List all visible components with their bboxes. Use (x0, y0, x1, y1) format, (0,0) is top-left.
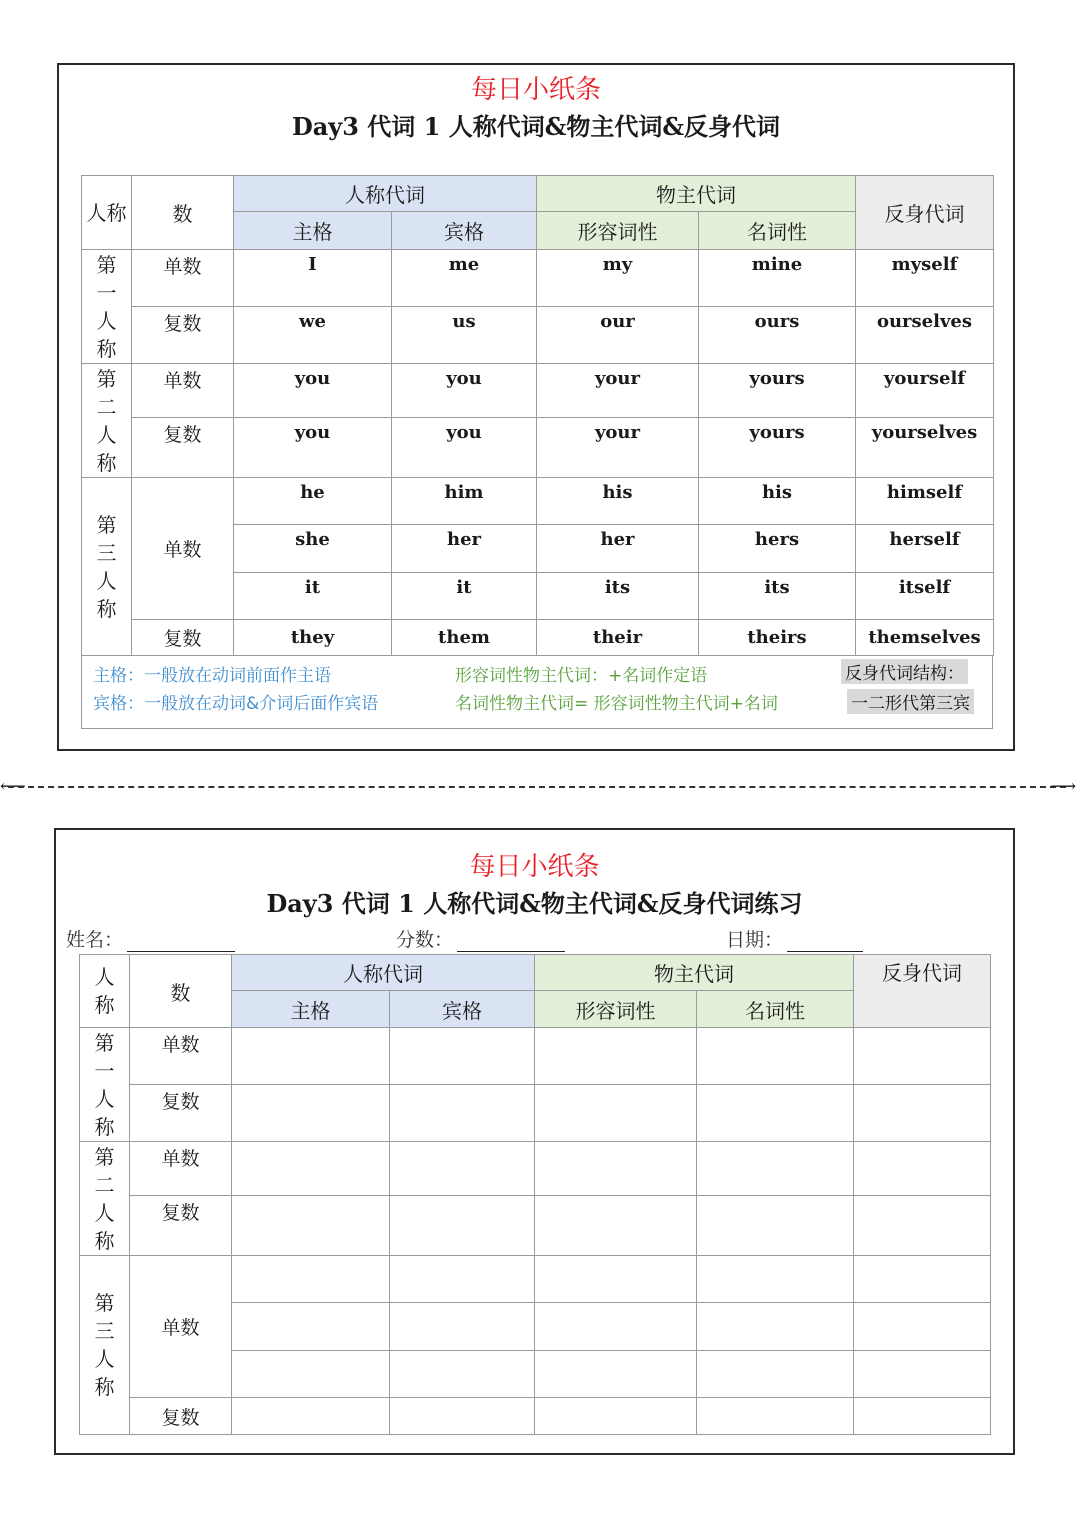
label-singular: 单数 (132, 250, 234, 307)
card-title-red: 每日小纸条 (470, 75, 601, 105)
blank-cell[interactable] (390, 1142, 535, 1196)
label-plural: 复数 (130, 1398, 232, 1435)
blank-cell[interactable] (232, 1256, 390, 1303)
blank-cell[interactable] (535, 1303, 697, 1351)
blank-cell[interactable] (232, 1142, 390, 1196)
group-third-person: 第三人称 (82, 478, 132, 656)
blank-cell[interactable] (232, 1303, 390, 1351)
blank-cell[interactable] (232, 1085, 390, 1142)
blank-cell[interactable] (390, 1303, 535, 1351)
header-possessive-pronoun: 物主代词 (535, 955, 854, 991)
label-singular: 单数 (132, 364, 234, 418)
blank-cell[interactable] (232, 1351, 390, 1398)
header-noun: 名词性 (697, 991, 854, 1028)
date-input-line[interactable] (787, 933, 863, 952)
blank-cell[interactable] (854, 1398, 991, 1435)
blank-cell[interactable] (390, 1256, 535, 1303)
name-label: 姓名： (66, 929, 124, 951)
cell-adjective: her (537, 525, 699, 573)
header-object: 宾格 (392, 212, 537, 250)
note-reflexive-title: 反身代词结构： (841, 659, 968, 684)
date-field[interactable] (726, 925, 863, 952)
cell-subject: we (234, 307, 392, 364)
note-object: 宾格：一般放在动词&介词后面作宾语 (93, 694, 379, 714)
label-singular: 单数 (132, 478, 234, 620)
cell-subject: I (234, 250, 392, 307)
card-title-main: Day3 代词 1 人称代词&物主代词&反身代词 (291, 112, 781, 141)
header-adjective: 形容词性 (535, 991, 697, 1028)
header-noun: 名词性 (699, 212, 856, 250)
label-plural: 复数 (130, 1085, 232, 1142)
label-singular: 单数 (130, 1142, 232, 1196)
blank-cell[interactable] (535, 1256, 697, 1303)
group-third-person: 第三人称 (80, 1256, 130, 1435)
score-field[interactable] (396, 925, 565, 952)
card-title-main: Day3 代词 1 人称代词&物主代词&反身代词练习 (266, 889, 803, 918)
cell-adjective: their (537, 620, 699, 656)
cell-noun: hers (699, 525, 856, 573)
header-number: 数 (130, 955, 232, 1028)
group-first-person: 第一人称 (80, 1028, 130, 1142)
blank-cell[interactable] (535, 1142, 697, 1196)
cell-object: him (392, 478, 537, 525)
header-subject: 主格 (234, 212, 392, 250)
blank-cell[interactable] (697, 1351, 854, 1398)
cell-subject: you (234, 418, 392, 478)
cell-subject: she (234, 525, 392, 573)
cell-reflexive: themselves (856, 620, 994, 656)
cell-object: me (392, 250, 537, 307)
header-reflexive-pronoun: 反身代词 (856, 176, 994, 250)
cell-subject: it (234, 573, 392, 620)
name-field[interactable] (66, 925, 235, 952)
header-subject: 主格 (232, 991, 390, 1028)
header-object: 宾格 (390, 991, 535, 1028)
blank-cell[interactable] (697, 1028, 854, 1085)
cell-reflexive: yourselves (856, 418, 994, 478)
blank-cell[interactable] (697, 1303, 854, 1351)
practice-card (54, 828, 1015, 1455)
label-plural: 复数 (132, 620, 234, 656)
cell-object: it (392, 573, 537, 620)
header-personal-pronoun: 人称代词 (234, 176, 537, 212)
cell-subject: he (234, 478, 392, 525)
reference-card (57, 63, 1015, 751)
cell-adjective: your (537, 418, 699, 478)
blank-cell[interactable] (697, 1196, 854, 1256)
cell-noun: theirs (699, 620, 856, 656)
arrow-left-icon: ⟵ (0, 776, 26, 797)
blank-cell[interactable] (390, 1196, 535, 1256)
label-plural: 复数 (132, 418, 234, 478)
blank-cell[interactable] (535, 1398, 697, 1435)
blank-cell[interactable] (232, 1196, 390, 1256)
blank-cell[interactable] (854, 1085, 991, 1142)
cell-reflexive: itself (856, 573, 994, 620)
group-first-person: 第一人称 (82, 250, 132, 364)
blank-cell[interactable] (697, 1398, 854, 1435)
blank-cell[interactable] (535, 1028, 697, 1085)
note-subject: 主格：一般放在动词前面作主语 (93, 666, 331, 686)
blank-cell[interactable] (390, 1028, 535, 1085)
blank-cell[interactable] (390, 1398, 535, 1435)
group-second-person: 第二人称 (82, 364, 132, 478)
label-singular: 单数 (130, 1256, 232, 1398)
blank-cell[interactable] (697, 1085, 854, 1142)
header-adjective: 形容词性 (537, 212, 699, 250)
header-person: 人称 (80, 955, 130, 1028)
header-person: 人称 (82, 176, 132, 250)
blank-cell[interactable] (854, 1028, 991, 1085)
blank-cell[interactable] (854, 1196, 991, 1256)
cell-adjective: my (537, 250, 699, 307)
cell-object: you (392, 418, 537, 478)
cell-object: them (392, 620, 537, 656)
blank-cell[interactable] (535, 1196, 697, 1256)
cell-subject: you (234, 364, 392, 418)
cell-noun: its (699, 573, 856, 620)
cell-reflexive: yourself (856, 364, 994, 418)
cell-reflexive: myself (856, 250, 994, 307)
cell-adjective: its (537, 573, 699, 620)
label-singular: 单数 (130, 1028, 232, 1085)
date-label: 日期： (726, 929, 784, 951)
cell-subject: they (234, 620, 392, 656)
cell-reflexive: himself (856, 478, 994, 525)
cell-object: you (392, 364, 537, 418)
cell-noun: his (699, 478, 856, 525)
header-reflexive-pronoun: 反身代词 (854, 955, 991, 1028)
blank-cell[interactable] (535, 1351, 697, 1398)
cell-reflexive: herself (856, 525, 994, 573)
card-title-red: 每日小纸条 (469, 852, 600, 882)
header-possessive-pronoun: 物主代词 (537, 176, 856, 212)
blank-cell[interactable] (697, 1142, 854, 1196)
note-reflexive-rule: 一二形代第三宾 (847, 689, 974, 714)
header-number: 数 (132, 176, 234, 250)
label-plural: 复数 (132, 307, 234, 364)
blank-cell[interactable] (390, 1351, 535, 1398)
blank-cell[interactable] (854, 1303, 991, 1351)
header-personal-pronoun: 人称代词 (232, 955, 535, 991)
cell-adjective: our (537, 307, 699, 364)
cell-object: us (392, 307, 537, 364)
label-plural: 复数 (130, 1196, 232, 1256)
blank-cell[interactable] (697, 1256, 854, 1303)
score-label: 分数： (396, 929, 454, 951)
name-input-line[interactable] (127, 933, 235, 952)
blank-cell[interactable] (390, 1085, 535, 1142)
blank-cell[interactable] (854, 1142, 991, 1196)
blank-cell[interactable] (232, 1028, 390, 1085)
cell-object: her (392, 525, 537, 573)
pronoun-table (81, 175, 994, 656)
cell-adjective: his (537, 478, 699, 525)
blank-cell[interactable] (854, 1351, 991, 1398)
cell-reflexive: ourselves (856, 307, 994, 364)
blank-cell[interactable] (854, 1256, 991, 1303)
cell-adjective: your (537, 364, 699, 418)
cell-noun: mine (699, 250, 856, 307)
cut-line (8, 786, 1066, 788)
score-input-line[interactable] (457, 933, 565, 952)
note-adjective: 形容词性物主代词：+名词作定语 (455, 666, 708, 686)
cell-noun: yours (699, 364, 856, 418)
practice-table (79, 954, 991, 1435)
blank-cell[interactable] (232, 1398, 390, 1435)
cell-noun: ours (699, 307, 856, 364)
group-second-person: 第二人称 (80, 1142, 130, 1256)
cell-noun: yours (699, 418, 856, 478)
arrow-right-icon: ⟶ (1050, 776, 1076, 797)
blank-cell[interactable] (535, 1085, 697, 1142)
note-noun: 名词性物主代词= 形容词性物主代词+名词 (455, 694, 778, 714)
